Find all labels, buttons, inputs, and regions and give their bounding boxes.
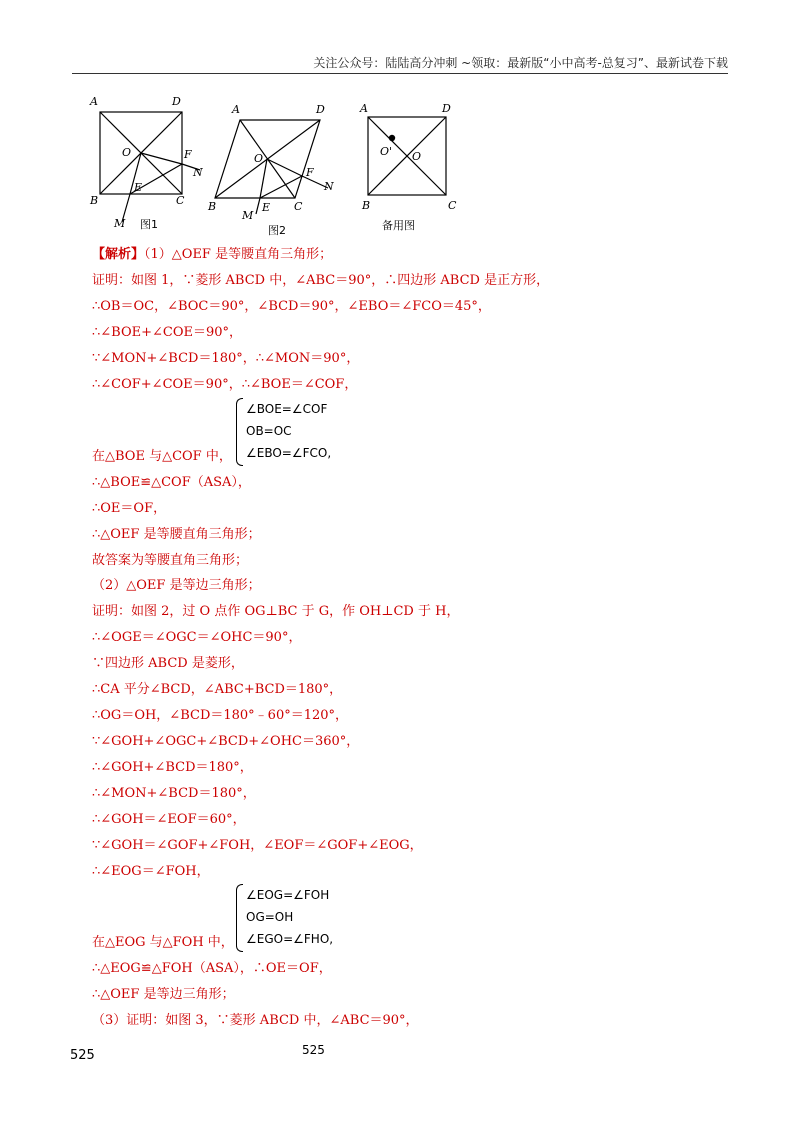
solution-line-21: ∴∠GOH＝∠EOF＝60°，	[92, 812, 246, 827]
fig3-label-o-prime: O'	[380, 145, 393, 158]
solution-line-25: ∴△EOG≌△FOH（ASA），∴OE＝OF，	[92, 961, 332, 976]
fig2-label-b: B	[208, 200, 217, 213]
figure-1	[100, 112, 200, 222]
fig3-caption: 备用图	[382, 219, 415, 232]
brace-1	[236, 398, 243, 466]
page-number-left: 525	[70, 1048, 95, 1063]
solution-line-27: （3）证明：如图 3，∵菱形 ABCD 中，∠ABC＝90°，	[92, 1013, 419, 1028]
solution-line-15: ∵四边形 ABCD 是菱形，	[92, 656, 244, 671]
solution-line-5: ∵∠MON+∠BCD＝180°，∴∠MON＝90°，	[92, 351, 360, 366]
system2-row-3: ∠EGO=∠FHO,	[246, 932, 334, 946]
fig3-point-o-prime	[389, 135, 395, 141]
solution-line-18: ∵∠GOH+∠OGC+∠BCD+∠OHC＝360°，	[92, 734, 360, 749]
equation-system-2	[236, 884, 356, 950]
solution-line-11: 故答案为等腰直角三角形；	[92, 553, 249, 568]
fig1-label-n: N	[193, 166, 203, 179]
fig2-label-d: D	[316, 103, 325, 116]
brace-2	[236, 884, 243, 952]
system2-row-1: ∠EOG=∠FOH	[246, 888, 330, 902]
solution-line-2: 证明：如图 1，∵菱形 ABCD 中，∠ABC＝90°，∴四边形 ABCD 是正方形，	[92, 273, 550, 288]
solution-line-8: ∴△BOE≌△COF（ASA），	[92, 475, 251, 490]
fig2-label-m: M	[242, 209, 254, 222]
page-header: 关注公众号：陆陆高分冲刺 ~领取：最新版“小中高考-总复习”、最新试卷下载	[313, 56, 728, 70]
solution-line-6: ∴∠COF+∠COE＝90°，∴∠BOE＝∠COF，	[92, 377, 358, 392]
solution-line-26: ∴△OEF 是等边三角形；	[92, 987, 235, 1002]
fig2-label-n: N	[324, 180, 334, 193]
fig1-label-e: E	[134, 181, 143, 194]
solution-line-10: ∴△OEF 是等腰直角三角形；	[92, 527, 261, 542]
header-rule	[72, 73, 728, 74]
fig1-label-c: C	[176, 194, 185, 207]
solution-line-13: 证明：如图 2，过 O 点作 OG⊥BC 于 G，作 OH⊥CD 于 H，	[92, 604, 460, 619]
fig2-label-c: C	[294, 200, 303, 213]
fig1-caption: 图1	[140, 218, 158, 231]
solution-line-17: ∴OG＝OH，∠BCD＝180°﹣60°＝120°，	[92, 708, 349, 723]
analysis-tag: 【解析】	[92, 247, 145, 262]
system1-row-2: OB=OC	[246, 424, 292, 438]
solution-line-3: ∴OB＝OC，∠BOC＝90°，∠BCD＝90°，∠EBO＝∠FCO＝45°，	[92, 299, 491, 314]
solution-line-24: 在△EOG 与△FOH 中，	[92, 935, 234, 950]
fig1-label-m: M	[114, 217, 126, 230]
fig2-caption: 图2	[268, 224, 286, 237]
solution-line-9: ∴OE＝OF，	[92, 501, 167, 516]
solution-line-7: 在△BOE 与△COF 中，	[92, 449, 232, 464]
fig1-label-a: A	[90, 95, 98, 108]
solution-line-22: ∵∠GOH＝∠GOF+∠FOH，∠EOF＝∠GOF+∠EOG，	[92, 838, 423, 853]
fig1-label-b: B	[90, 194, 99, 207]
fig3-label-a: A	[360, 102, 368, 115]
system1-row-3: ∠EBO=∠FCO,	[246, 446, 332, 460]
fig1-label-f: F	[184, 148, 192, 161]
fig3-label-b: B	[362, 199, 371, 212]
fig1-label-d: D	[172, 95, 181, 108]
fig2-label-a: A	[232, 103, 240, 116]
solution-line-20: ∴∠MON+∠BCD＝180°，	[92, 786, 256, 801]
system1-row-1: ∠BOE=∠COF	[246, 402, 328, 416]
solution-line-4: ∴∠BOE+∠COE＝90°，	[92, 325, 243, 340]
fig3-label-c: C	[448, 199, 457, 212]
solution-line-23: ∴∠EOG＝∠FOH，	[92, 864, 210, 879]
solution-line-12: （2）△OEF 是等边三角形；	[92, 578, 261, 593]
fig1-label-o: O	[122, 146, 132, 159]
fig2-label-o: O	[254, 152, 264, 165]
solution-line-14: ∴∠OGE＝∠OGC＝∠OHC＝90°，	[92, 630, 302, 645]
fig3-label-o: O	[412, 150, 422, 163]
solution-line-16: ∴CA 平分∠BCD，∠ABC+BCD＝180°，	[92, 682, 343, 697]
solution-line-1: 【解析】（1）△OEF 是等腰直角三角形；	[92, 247, 333, 262]
page-number-center: 525	[302, 1043, 325, 1057]
equation-system-1	[236, 398, 356, 464]
solution-line-19: ∴∠GOH+∠BCD＝180°，	[92, 760, 253, 775]
system2-row-2: OG=OH	[246, 910, 294, 924]
fig2-label-f: F	[306, 166, 314, 179]
geometry-figures	[80, 92, 480, 240]
fig3-label-d: D	[442, 102, 451, 115]
fig2-label-e: E	[262, 201, 271, 214]
